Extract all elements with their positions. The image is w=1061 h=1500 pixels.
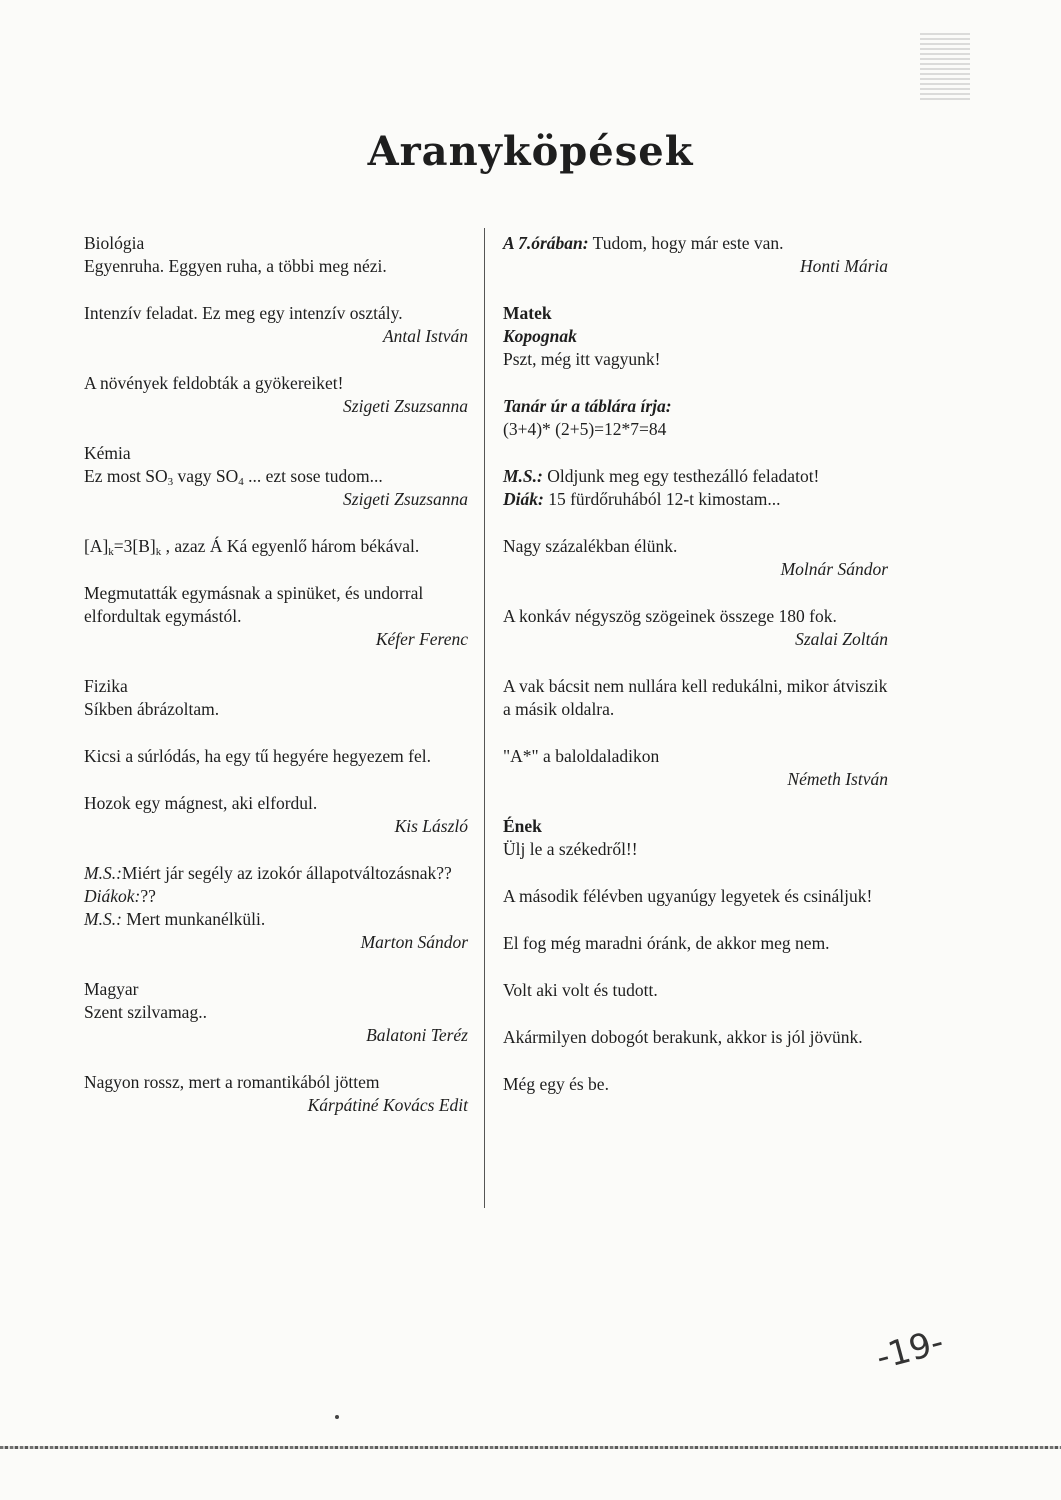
quote-author: Marton Sándor [360, 932, 468, 952]
section-heading-magyar: Magyar [84, 979, 139, 999]
quote-author: Molnár Sándor [780, 559, 888, 579]
quote-entry [503, 232, 888, 278]
section-heading-matek: Matek [503, 303, 552, 323]
quote-text: Még egy és be. [503, 1074, 609, 1094]
quote-text: Volt aki volt és tudott. [503, 980, 658, 1000]
quote-author: Antal István [382, 326, 468, 346]
quote-entry [503, 979, 888, 1002]
quote-text: Pszt, még itt vagyunk! [503, 349, 661, 369]
quote-text: $[A]_k=3[B]_k$ , azaz Á Ká egyenlő három békával. [84, 536, 420, 558]
right-column [503, 232, 888, 1120]
quote-entry [503, 535, 888, 581]
quote-entry [503, 1026, 888, 1049]
section-heading-enek: Ének [503, 816, 542, 836]
dialog-line: M.S.: Mert munkanélküli. [84, 909, 266, 929]
quote-author: Szigeti Zsuzsanna [343, 396, 468, 416]
quote-text: (3+4)* (2+5)=12*7=84 [503, 419, 667, 439]
dialog-line: Diákok:?? [84, 886, 156, 906]
section-heading-fizika: Fizika [84, 676, 128, 696]
quote-author: Kárpátiné Kovács Edit [307, 1095, 468, 1115]
quote-entry [503, 885, 888, 908]
quote-text: Nagyon rossz, mert a romantikából jöttem [84, 1072, 380, 1092]
quote-text: Egyenruha. Eggyen ruha, a többi meg nézi. [84, 256, 387, 276]
quote-author: Honti Mária [800, 256, 888, 276]
scan-artifact [335, 1415, 339, 1419]
quote-entry [84, 535, 468, 558]
quote-author: Kéfer Ferenc [375, 629, 468, 649]
quote-entry [84, 372, 468, 418]
scan-artifact [920, 30, 970, 100]
quote-entry [503, 815, 888, 861]
quote-entry [503, 1073, 888, 1096]
quote-context: Kopognak [503, 326, 577, 346]
section-heading-biologia: Biológia [84, 233, 145, 253]
quote-author: Kis László [394, 816, 468, 836]
scan-artifact [0, 1446, 1061, 1449]
quote-text: Ülj le a székedről!! [503, 839, 638, 859]
quote-author: Balatoni Teréz [366, 1025, 468, 1045]
quote-text: Ez most $SO_3$ vagy $SO_4$ ... ezt sose tudom... [84, 466, 383, 488]
quote-text: Akármilyen dobogót berakunk, akkor is jól jövünk. [503, 1027, 863, 1047]
quote-entry [84, 745, 468, 768]
quote-text: Síkben ábrázoltam. [84, 699, 220, 719]
page-number: -19- [871, 1321, 948, 1379]
quote-text: Kicsi a súrlódás, ha egy tű hegyére hegyezem fel. [84, 746, 431, 766]
column-divider [484, 228, 485, 1208]
quote-text: A vak bácsit nem nullára kell redukálni, mikor átviszik a másik oldalra. [503, 676, 888, 719]
left-column [84, 232, 468, 1141]
quote-entry [503, 932, 888, 955]
quote-text: A 7.órában: Tudom, hogy már este van. [503, 233, 784, 253]
quote-text: El fog még maradni óránk, de akkor meg nem. [503, 933, 830, 953]
quote-author: Szalai Zoltán [795, 629, 888, 649]
quote-text: Hozok egy mágnest, aki elfordul. [84, 793, 318, 813]
quote-text: Intenzív feladat. Ez meg egy intenzív osztály. [84, 303, 403, 323]
quote-entry [84, 442, 468, 511]
quote-text: A második félévben ugyanúgy legyetek és csináljuk! [503, 886, 873, 906]
page-title: Aranyköpések [367, 128, 694, 175]
quote-entry [84, 232, 468, 278]
dialog-line: Diák: 15 fürdőruhából 12-t kimostam... [503, 489, 781, 509]
quote-text: "A*" a baloldaladikon [503, 746, 660, 766]
quote-entry [503, 605, 888, 651]
quote-entry [503, 745, 888, 791]
quote-text: Nagy százalékban élünk. [503, 536, 678, 556]
quote-entry [503, 465, 888, 511]
quote-text: Szent szilvamag.. [84, 1002, 207, 1022]
quote-entry [84, 792, 468, 838]
quote-entry [84, 675, 468, 721]
quote-text: Megmutatták egymásnak a spinüket, és undorral elfordultak egymástól. [84, 583, 424, 626]
quote-entry [503, 675, 888, 721]
quote-entry [84, 862, 468, 954]
quote-author: Szigeti Zsuzsanna [343, 489, 468, 509]
quote-entry [84, 978, 468, 1047]
quote-entry [503, 395, 888, 441]
quote-entry [503, 302, 888, 371]
quote-context: Tanár úr a táblára írja: [503, 396, 672, 416]
dialog-line: M.S.:Miért jár segély az izokór állapotváltozásnak?? [84, 863, 452, 883]
dialog-line: M.S.: Oldjunk meg egy testhezálló feladatot! [503, 466, 820, 486]
section-heading-kemia: Kémia [84, 443, 131, 463]
quote-author: Németh István [787, 769, 888, 789]
quote-entry [84, 1071, 468, 1117]
quote-entry [84, 302, 468, 348]
quote-text: A növények feldobták a gyökereiket! [84, 373, 344, 393]
quote-entry [84, 582, 468, 651]
quote-text: A konkáv négyszög szögeinek összege 180 fok. [503, 606, 837, 626]
